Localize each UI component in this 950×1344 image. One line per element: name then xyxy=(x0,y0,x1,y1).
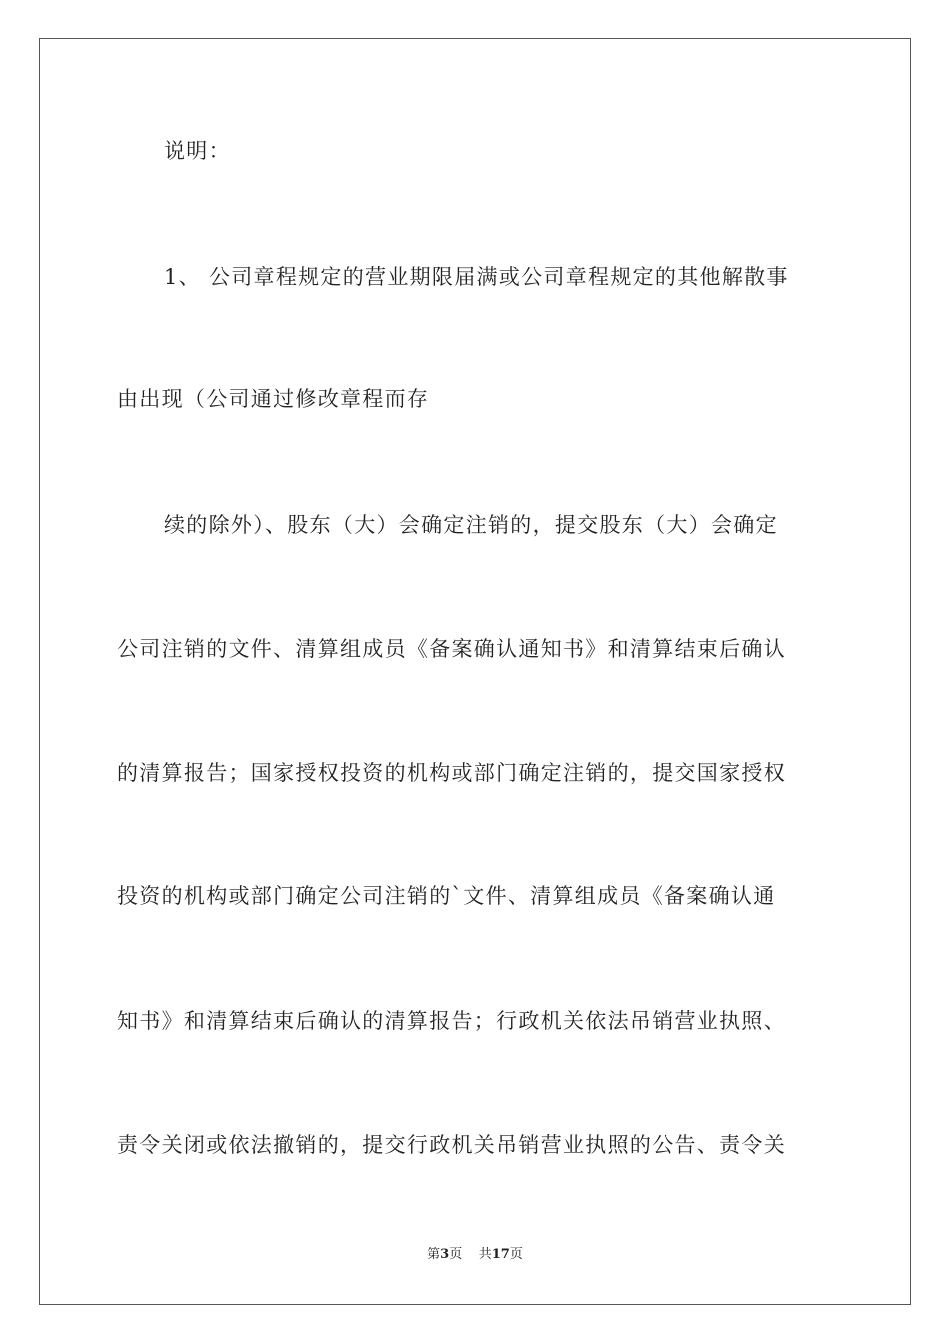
section-heading: 说明： xyxy=(164,139,231,163)
paragraph-line: 由出现（公司通过修改章程而存 xyxy=(117,387,430,411)
page-prefix: 第 xyxy=(427,1247,441,1262)
paragraph-line: 投资的机构或部门确定公司注销的`文件、清算组成员《备案确认通 xyxy=(117,884,776,908)
paragraph-line: 的清算报告；国家授权投资的机构或部门确定注销的，提交国家授权 xyxy=(117,761,786,785)
total-prefix: 共 xyxy=(478,1247,492,1262)
paragraph-line: 知书》和清算结束后确认的清算报告；行政机关依法吊销营业执照、 xyxy=(117,1009,786,1033)
page-suffix: 页 xyxy=(449,1247,463,1262)
paragraph-line: 1、 公司章程规定的营业期限届满或公司章程规定的其他解散事 xyxy=(164,265,789,289)
total-pages: 17 xyxy=(491,1247,510,1262)
page-number: 3 xyxy=(440,1247,450,1262)
total-suffix: 页 xyxy=(509,1247,523,1262)
paragraph-line: 续的除外）、股东（大）会确定注销的，提交股东（大）会确定 xyxy=(164,513,778,537)
page-footer xyxy=(0,1246,950,1264)
paragraph-line: 责令关闭或依法撤销的，提交行政机关吊销营业执照的公告、责令关 xyxy=(117,1133,786,1157)
paragraph-line: 公司注销的文件、清算组成员《备案确认通知书》和清算结束后确认 xyxy=(117,637,786,661)
page-border xyxy=(39,38,911,1305)
